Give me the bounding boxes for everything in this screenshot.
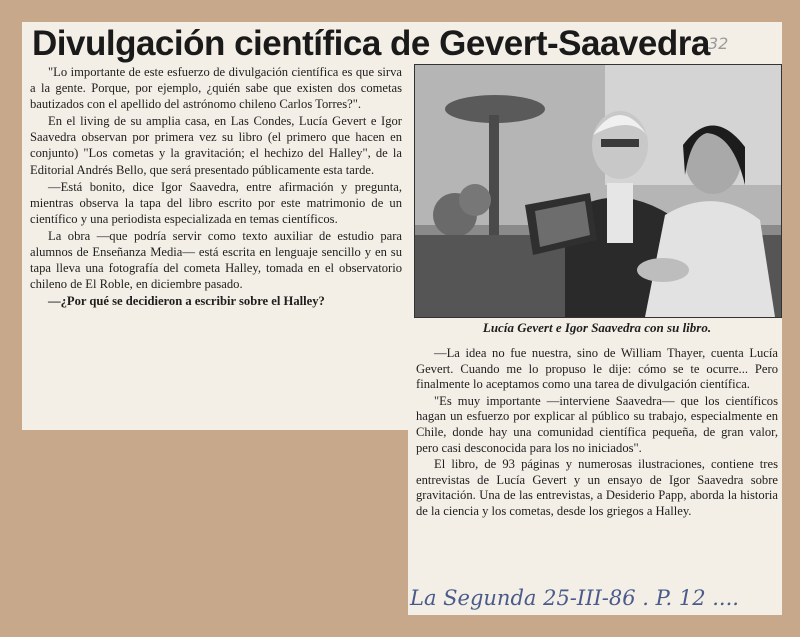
photo-caption: Lucía Gevert e Igor Saavedra con su libro. — [482, 320, 712, 335]
paragraph: —Está bonito, dice Igor Saavedra, entre afirmación y pregunta, mientras observa la tapa del libro escrito por este matrimonio de un científico y una periodista especializada en temas científicos. — [30, 179, 402, 226]
article-right-column — [416, 346, 778, 521]
article-photo — [414, 64, 782, 318]
paragraph: "Lo importante de este esfuerzo de divulgación científica es que sirva a la gente. Porque, por ejemplo, ¿quién sabe que existen dos cometas bautizados con el apellido del astrónomo chileno Carlos Torres?". — [30, 65, 402, 112]
interview-question: —¿Por qué se decidieron a escribir sobre el Halley? — [48, 294, 325, 309]
article-left-column — [30, 64, 402, 310]
photo-couple-with-book — [415, 65, 781, 317]
background-bottom-left — [0, 430, 408, 637]
page-mark: 32 — [708, 34, 729, 53]
paragraph: La obra —que podría servir como texto auxiliar de estudio para alumnos de Enseñanza Media— está escrita en lenguaje sencillo y en su tapa lleva una fotografía del cometa Halley, tomada en el observatorio chileno de El Roble, en diciembre pasado. — [30, 228, 402, 292]
paragraph: —La idea no fue nuestra, sino de William Thayer, cuenta Lucía Gevert. Cuando me lo propuso le dije: cómo se te ocurre... Pero finalmente lo aceptamos como una tarea de divulgación científica. — [416, 346, 778, 392]
paragraph: "Es muy importante —interviene Saavedra— que los científicos hagan un esfuerzo por explicar al público su trabajo, especialmente en Chile, donde hay una comunidad científica pequeña, de gran valor, pero casi desconocida para los no iniciados". — [416, 393, 778, 455]
handwritten-source-note: La Segunda 25-III-86 . P. 12 .... — [410, 586, 739, 610]
background-edge-right — [782, 0, 800, 637]
paragraph: El libro, de 93 páginas y numerosas ilustraciones, contiene tres entrevistas de Lucía Gevert y un ensayo de Igor Saavedra sobre gravitación. Una de las entrevistas, a Desiderio Papp, aborda la historia de la ciencia y los cometas, desde los griegos a Halley. — [416, 457, 778, 518]
background-edge-bottom — [408, 615, 800, 637]
paragraph: En el living de su amplia casa, en Las Condes, Lucía Gevert e Igor Saavedra observan por primera vez su libro (el primero que hacen en conjunto) "Los cometas y la gravitación; el hechizo del Halley", de la Editorial Andrés Bello, que será presentado públicamente esta tarde. — [30, 114, 402, 177]
headline: Divulgación científica de Gevert-Saavedra — [32, 24, 710, 63]
background-edge-top — [0, 0, 800, 22]
